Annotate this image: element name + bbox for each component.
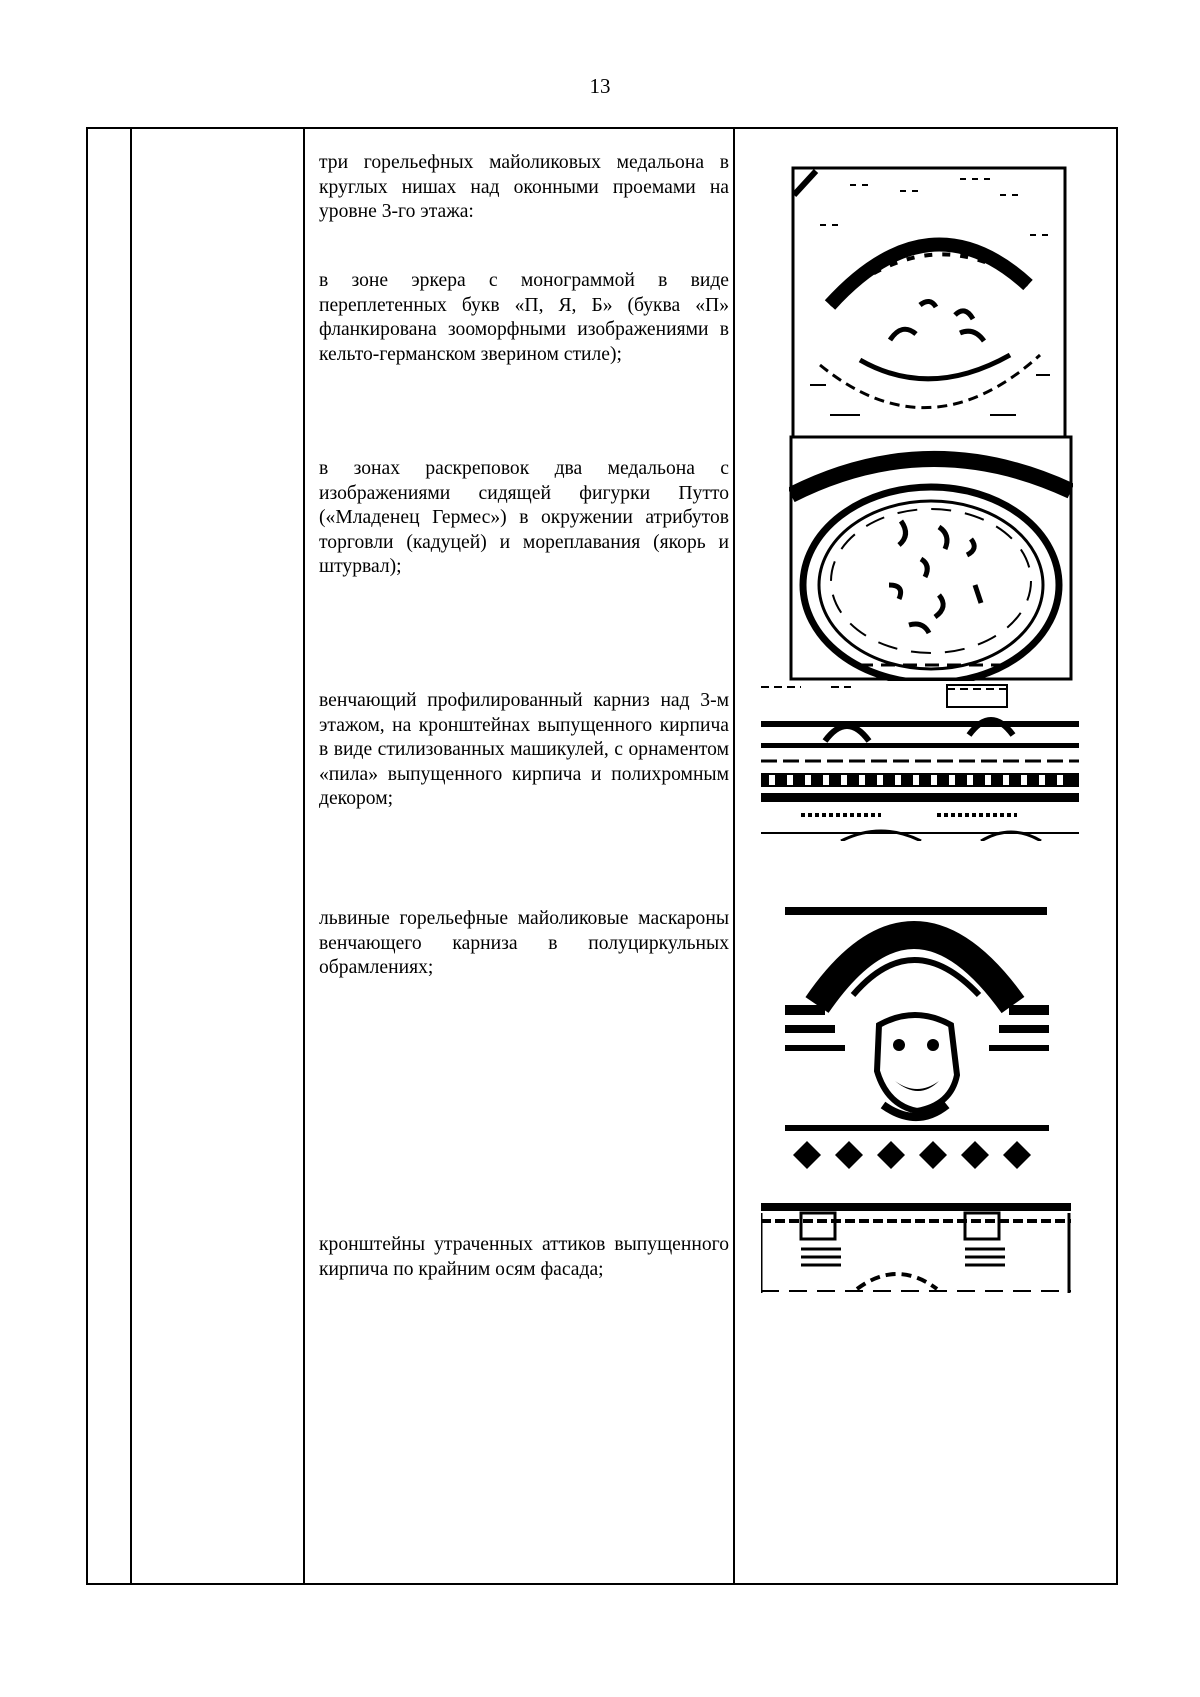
description-paragraph: львиные горельефные майоликовые маскароны венчающего карниза в полуциркульных обрамлениях; — [319, 908, 729, 978]
photo-column — [737, 129, 1116, 1583]
description-column — [307, 129, 727, 1583]
column-divider — [303, 129, 305, 1583]
description-paragraph: венчающий профилированный карниз над 3-м этажом, на кронштейнах выпущенного кирпича в виде стилизованных машикулей, с орнаментом «пила» выпущенного кирпича и полихромным декором; — [319, 690, 729, 809]
description-paragraph: в зоне эркера с монограммой в виде переплетенных букв «П, Я, Б» (буква «П» фланкирована зооморфными изображениями в кельто-германском зверином стиле); — [319, 270, 729, 365]
medallion-putto-photo — [789, 435, 1073, 681]
description-paragraph: три горельефных майоликовых медальона в круглых нишах над оконными проемами на уровне 3-го этажа: — [319, 152, 729, 222]
description-paragraph: в зонах раскреповок два медальона с изображениями сидящей фигурки Путто («Младенец Гермес») в окружении атрибутов торговли (кадуцей) и мореплавания (якорь и штурвал); — [319, 458, 729, 577]
cornice-photo — [761, 683, 1079, 841]
attic-brackets-photo — [761, 1199, 1071, 1295]
column-divider — [733, 129, 735, 1583]
description-paragraph: кронштейны утраченных аттиков выпущенного кирпича по крайним осям фасада; — [319, 1234, 729, 1280]
medallion-monogram-photo — [790, 165, 1068, 441]
lion-mascaron-photo — [783, 885, 1051, 1175]
monument-table — [86, 127, 1118, 1585]
column-divider — [130, 129, 132, 1583]
page-number: 13 — [589, 74, 611, 98]
